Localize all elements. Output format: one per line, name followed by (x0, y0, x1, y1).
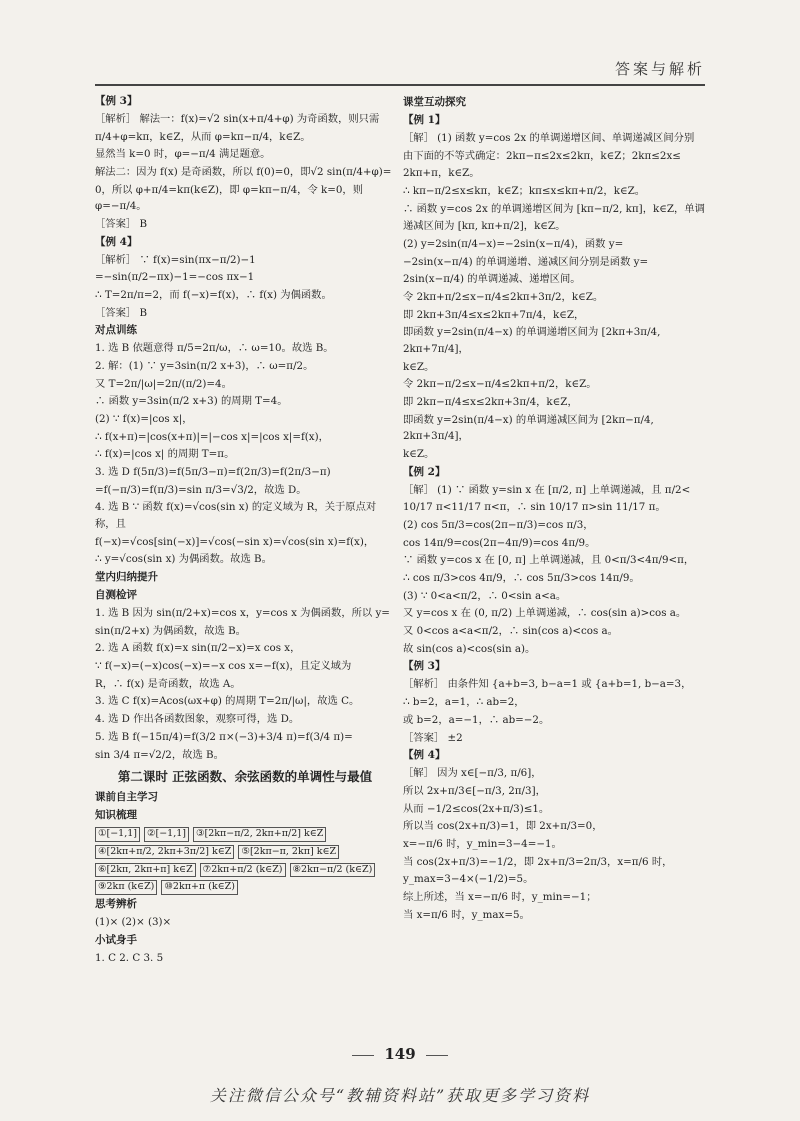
example-label: 【例 3】 (403, 660, 446, 673)
example-label: 【例 1】 (403, 114, 446, 126)
text-line: 由下面的不等式确定：2kπ−π≤2x≤2kπ，k∈Z；2kπ≤2x≤ (403, 149, 681, 162)
text-line: ∴ kπ−π/2≤x≤kπ，k∈Z；kπ≤x≤kπ+π/2，k∈Z。 (403, 185, 646, 198)
text-line: 即 2kπ−π/4≤x≤2kπ+3π/4，k∈Z， (403, 396, 578, 409)
text-line: 所以 2x+π/3∈[−π/3, 2π/3]， (403, 784, 546, 797)
section-heading: 堂内归纳提升 (95, 571, 158, 584)
text-line: 2kπ+π，k∈Z。 (403, 167, 480, 180)
text-line: ∴ T=2π/π=2，而 f(−x)=f(x)，∴ f(x) 为偶函数。 (95, 289, 332, 302)
text-line: R，∴ f(x) 是奇函数，故选 A。 (95, 677, 241, 690)
boxed-answer: ④[2kπ+π/2, 2kπ+3π/2] k∈Z (95, 845, 234, 859)
text-line: 令 2kπ−π/2≤x−π/4≤2kπ+π/2，k∈Z。 (403, 378, 597, 391)
section-heading: 思考辨析 (95, 898, 137, 911)
page-number: 149 (384, 1045, 416, 1063)
text-line: =f(−π/3)=f(π/3)=sin π/3=√3/2，故选 D。 (95, 483, 307, 496)
text-line: 1. 选 B 因为 sin(π/2+x)=cos x，y=cos x 为偶函数，所以 y= (95, 607, 390, 620)
text-line: 1. C 2. C 3. 5 (95, 951, 164, 964)
text-line: 故 sin(cos a)<cos(sin a)。 (403, 642, 536, 655)
example-label: 【例 3】 (95, 95, 138, 107)
text-line: 当 cos(2x+π/3)=−1/2，即 2x+π/3=2π/3，x=π/6 时， (403, 855, 673, 868)
text-line: 当 x=π/6 时，y_max=5。 (403, 908, 530, 921)
text-line: y_max=3−4×(−1/2)=5。 (403, 873, 534, 886)
boxed-answer: ①[−1,1] (95, 827, 140, 841)
text-line: ∴ 函数 y=cos 2x 的单调递增区间为 [kπ−π/2, kπ]，k∈Z，单调 (403, 202, 705, 215)
text-line: ［答案］ B (95, 218, 148, 231)
footer-note: 关注微信公众号“教辅资料站”获取更多学习资料 (209, 1086, 591, 1105)
left-column (95, 93, 395, 967)
text-line: (2) y=2sin(π/4−x)=−2sin(x−π/4)，函数 y= (403, 238, 624, 251)
text-line: 所以当 cos(2x+π/3)=1，即 2x+π/3=0， (403, 820, 603, 833)
text-line: π/4+φ=kπ，k∈Z，从而 φ=kπ−π/4，k∈Z。 (95, 130, 311, 143)
text-line: 显然当 k=0 时，φ=−π/4 满足题意。 (95, 148, 271, 161)
text-line: 又 y=cos x 在 (0, π/2) 上单调递减，∴ cos(sin a)>cos a。 (403, 607, 687, 620)
text-line: ∴ y=√cos(sin x) 为偶函数。故选 B。 (95, 553, 272, 566)
text-line: ［解］ (1) 函数 y=cos 2x 的单调递增区间、单调递减区间分别 (403, 132, 695, 144)
text-line: (1)× (2)× (3)× (95, 916, 172, 929)
text-line: ∵ 函数 y=cos x 在 [0, π] 上单调递减，且 0<π/3<4π/9<π， (403, 554, 695, 567)
page-number-dash-right (426, 1055, 448, 1056)
boxed-answer: ②[−1,1] (144, 827, 189, 841)
text-line: cos 14π/9=cos(2π−4π/9)=cos 4π/9。 (403, 536, 596, 549)
text-line: ［解析］ 由条件知 {a+b=3, b−a=1 或 {a+b=1, b−a=3， (403, 678, 692, 691)
text-line: 又 T=2π/|ω|=2π/(π/2)=4。 (95, 377, 232, 390)
text-line: k∈Z。 (403, 448, 435, 461)
text-line: ［解］ 因为 x∈[−π/3, π/6]， (403, 767, 542, 780)
section-heading: 小试身手 (95, 933, 137, 946)
text-line: 即函数 y=2sin(π/4−x) 的单调递增区间为 [2kπ+3π/4, 2kπ+7π/4]， (403, 326, 661, 356)
text-line: 或 b=2，a=−1，∴ ab=−2。 (403, 713, 550, 726)
text-line: 1. 选 B 依题意得 π/5=2π/ω，∴ ω=10。故选 B。 (95, 342, 334, 355)
text-line: ［解析］ 解法一：f(x)=√2 sin(x+π/4+φ) 为奇函数，则只需 (95, 113, 380, 125)
text-line: ∴ b=2，a=1，∴ ab=2， (403, 696, 525, 709)
text-line: k∈Z。 (403, 360, 435, 373)
text-line: ∵ f(−x)=(−x)cos(−x)=−x cos x=−f(x)，且定义域为 (95, 660, 352, 673)
knowledge-answer-row (95, 861, 395, 878)
text-line: −2sin(x−π/4) 的单调递增、递减区间分别是函数 y= (403, 255, 649, 268)
knowledge-answer-row (95, 825, 395, 842)
boxed-answer: ⑦2kπ+π/2 (k∈Z) (200, 863, 286, 877)
text-line: ∴ 函数 y=3sin(π/2 x+3) 的周期 T=4。 (95, 395, 288, 408)
section-heading: 知识梳理 (95, 809, 137, 822)
text-line: 2. 解：(1) ∵ y=3sin(π/2 x+3)，∴ ω=π/2。 (95, 360, 314, 373)
boxed-answer: ⑧2kπ−π/2 (k∈Z) (290, 863, 376, 877)
text-line: ［答案］ ±2 (403, 731, 463, 744)
section-heading: 自测检评 (95, 589, 137, 602)
text-line: 3. 选 D f(5π/3)=f(5π/3−π)=f(2π/3)=f(2π/3−π) (95, 466, 331, 479)
text-line: 解法二：因为 f(x) 是奇函数，所以 f(0)=0，即√2 sin(π/4+φ)= (95, 166, 392, 179)
section-heading: 课前自主学习 (95, 791, 158, 804)
text-line: 2sin(x−π/4) 的单调递减、递增区间。 (403, 273, 581, 286)
text-line: (3) ∵ 0<a<π/2，∴ 0<sin a<a。 (403, 589, 567, 602)
text-line: 即 2kπ+3π/4≤x≤2kπ+7π/4，k∈Z， (403, 308, 585, 321)
example-label: 【例 2】 (403, 465, 446, 478)
boxed-answer: ⑥[2kπ, 2kπ+π] k∈Z (95, 863, 196, 877)
knowledge-answer-row (95, 843, 395, 860)
knowledge-answer-row (95, 878, 395, 895)
text-line: 递减区间为 [kπ, kπ+π/2]，k∈Z。 (403, 220, 566, 233)
text-line: 5. 选 B f(−15π/4)=f(3/2 π×(−3)+3/4 π)=f(3/4 π)= (95, 730, 353, 743)
text-line: 又 0<cos a<a<π/2，∴ sin(cos a)<cos a。 (403, 625, 618, 638)
text-line: 即函数 y=2sin(π/4−x) 的单调递减区间为 [2kπ−π/4, 2kπ+3π/4]， (403, 413, 654, 443)
example-label: 【例 4】 (95, 235, 138, 248)
right-column (403, 93, 710, 924)
text-line: f(−x)=√cos[sin(−x)]=√cos(−sin x)=√cos(sin x)=f(x)， (95, 535, 375, 548)
text-line: 综上所述，当 x=−π/6 时，y_min=−1； (403, 890, 597, 903)
text-line: ［解］ (1) ∵ 函数 y=sin x 在 [π/2, π] 上单调递减，且 π/2< (403, 483, 691, 496)
text-line: 4. 选 B ∵ 函数 f(x)=√cos(sin x) 的定义域为 R，关于原点对称，且 (95, 501, 377, 531)
example-label: 【例 4】 (403, 749, 446, 762)
boxed-answer: ⑩2kπ+π (k∈Z) (161, 880, 238, 894)
text-line: ∴ cos π/3>cos 4π/9，∴ cos 5π/3>cos 14π/9。 (403, 572, 640, 585)
text-line: 从而 −1/2≤cos(2x+π/3)≤1。 (403, 802, 550, 815)
text-line: 3. 选 C f(x)=Acos(ωx+φ) 的周期 T=2π/|ω|，故选 C。 (95, 695, 360, 708)
boxed-answer: ⑨2kπ (k∈Z) (95, 880, 157, 894)
page-number-dash-left (352, 1055, 374, 1056)
text-line: 10/17 π<11/17 π<π，∴ sin 10/17 π>sin 11/17 π。 (403, 501, 666, 514)
section-heading: 课堂互动探究 (403, 96, 466, 108)
text-line: (2) ∵ f(x)=|cos x|， (95, 413, 193, 426)
text-line: (2) cos 5π/3=cos(2π−π/3)=cos π/3， (403, 519, 594, 532)
text-line: 令 2kπ+π/2≤x−π/4≤2kπ+3π/2，k∈Z。 (403, 291, 604, 304)
text-line: ［答案］ B (95, 306, 148, 319)
header-divider (95, 84, 705, 86)
text-line: sin(π/2+x) 为偶函数，故选 B。 (95, 624, 246, 637)
lesson-title: 第二课时 正弦函数、余弦函数的单调性与最值 (117, 769, 373, 785)
text-line: x=−π/6 时，y_min=3−4=−1。 (403, 837, 562, 850)
text-line: 0，所以 φ+π/4=kπ(k∈Z)，即 φ=kπ−π/4，令 k=0，则 φ=−π/4。 (95, 183, 364, 213)
page-header-title: 答案与解析 (614, 60, 705, 78)
boxed-answer: ⑤[2kπ−π, 2kπ] k∈Z (238, 845, 339, 859)
text-line: ∴ f(x)=|cos x| 的周期 T=π。 (95, 448, 235, 461)
text-line: =−sin(π/2−πx)−1=−cos πx−1 (95, 271, 255, 284)
boxed-answer: ③[2kπ−π/2, 2kπ+π/2] k∈Z (193, 827, 326, 841)
section-heading: 对点训练 (95, 324, 137, 337)
text-line: 2. 选 A 函数 f(x)=x sin(π/2−x)=x cos x， (95, 642, 301, 655)
text-line: ［解析］ ∵ f(x)=sin(πx−π/2)−1 (95, 253, 256, 266)
text-line: 4. 选 D 作出各函数图象，观察可得，选 D。 (95, 713, 300, 726)
text-line: sin 3/4 π=√2/2，故选 B。 (95, 748, 224, 761)
text-line: ∴ f(x+π)=|cos(x+π)|=|−cos x|=|cos x|=f(x)， (95, 430, 329, 443)
page-number-area (0, 1045, 800, 1063)
